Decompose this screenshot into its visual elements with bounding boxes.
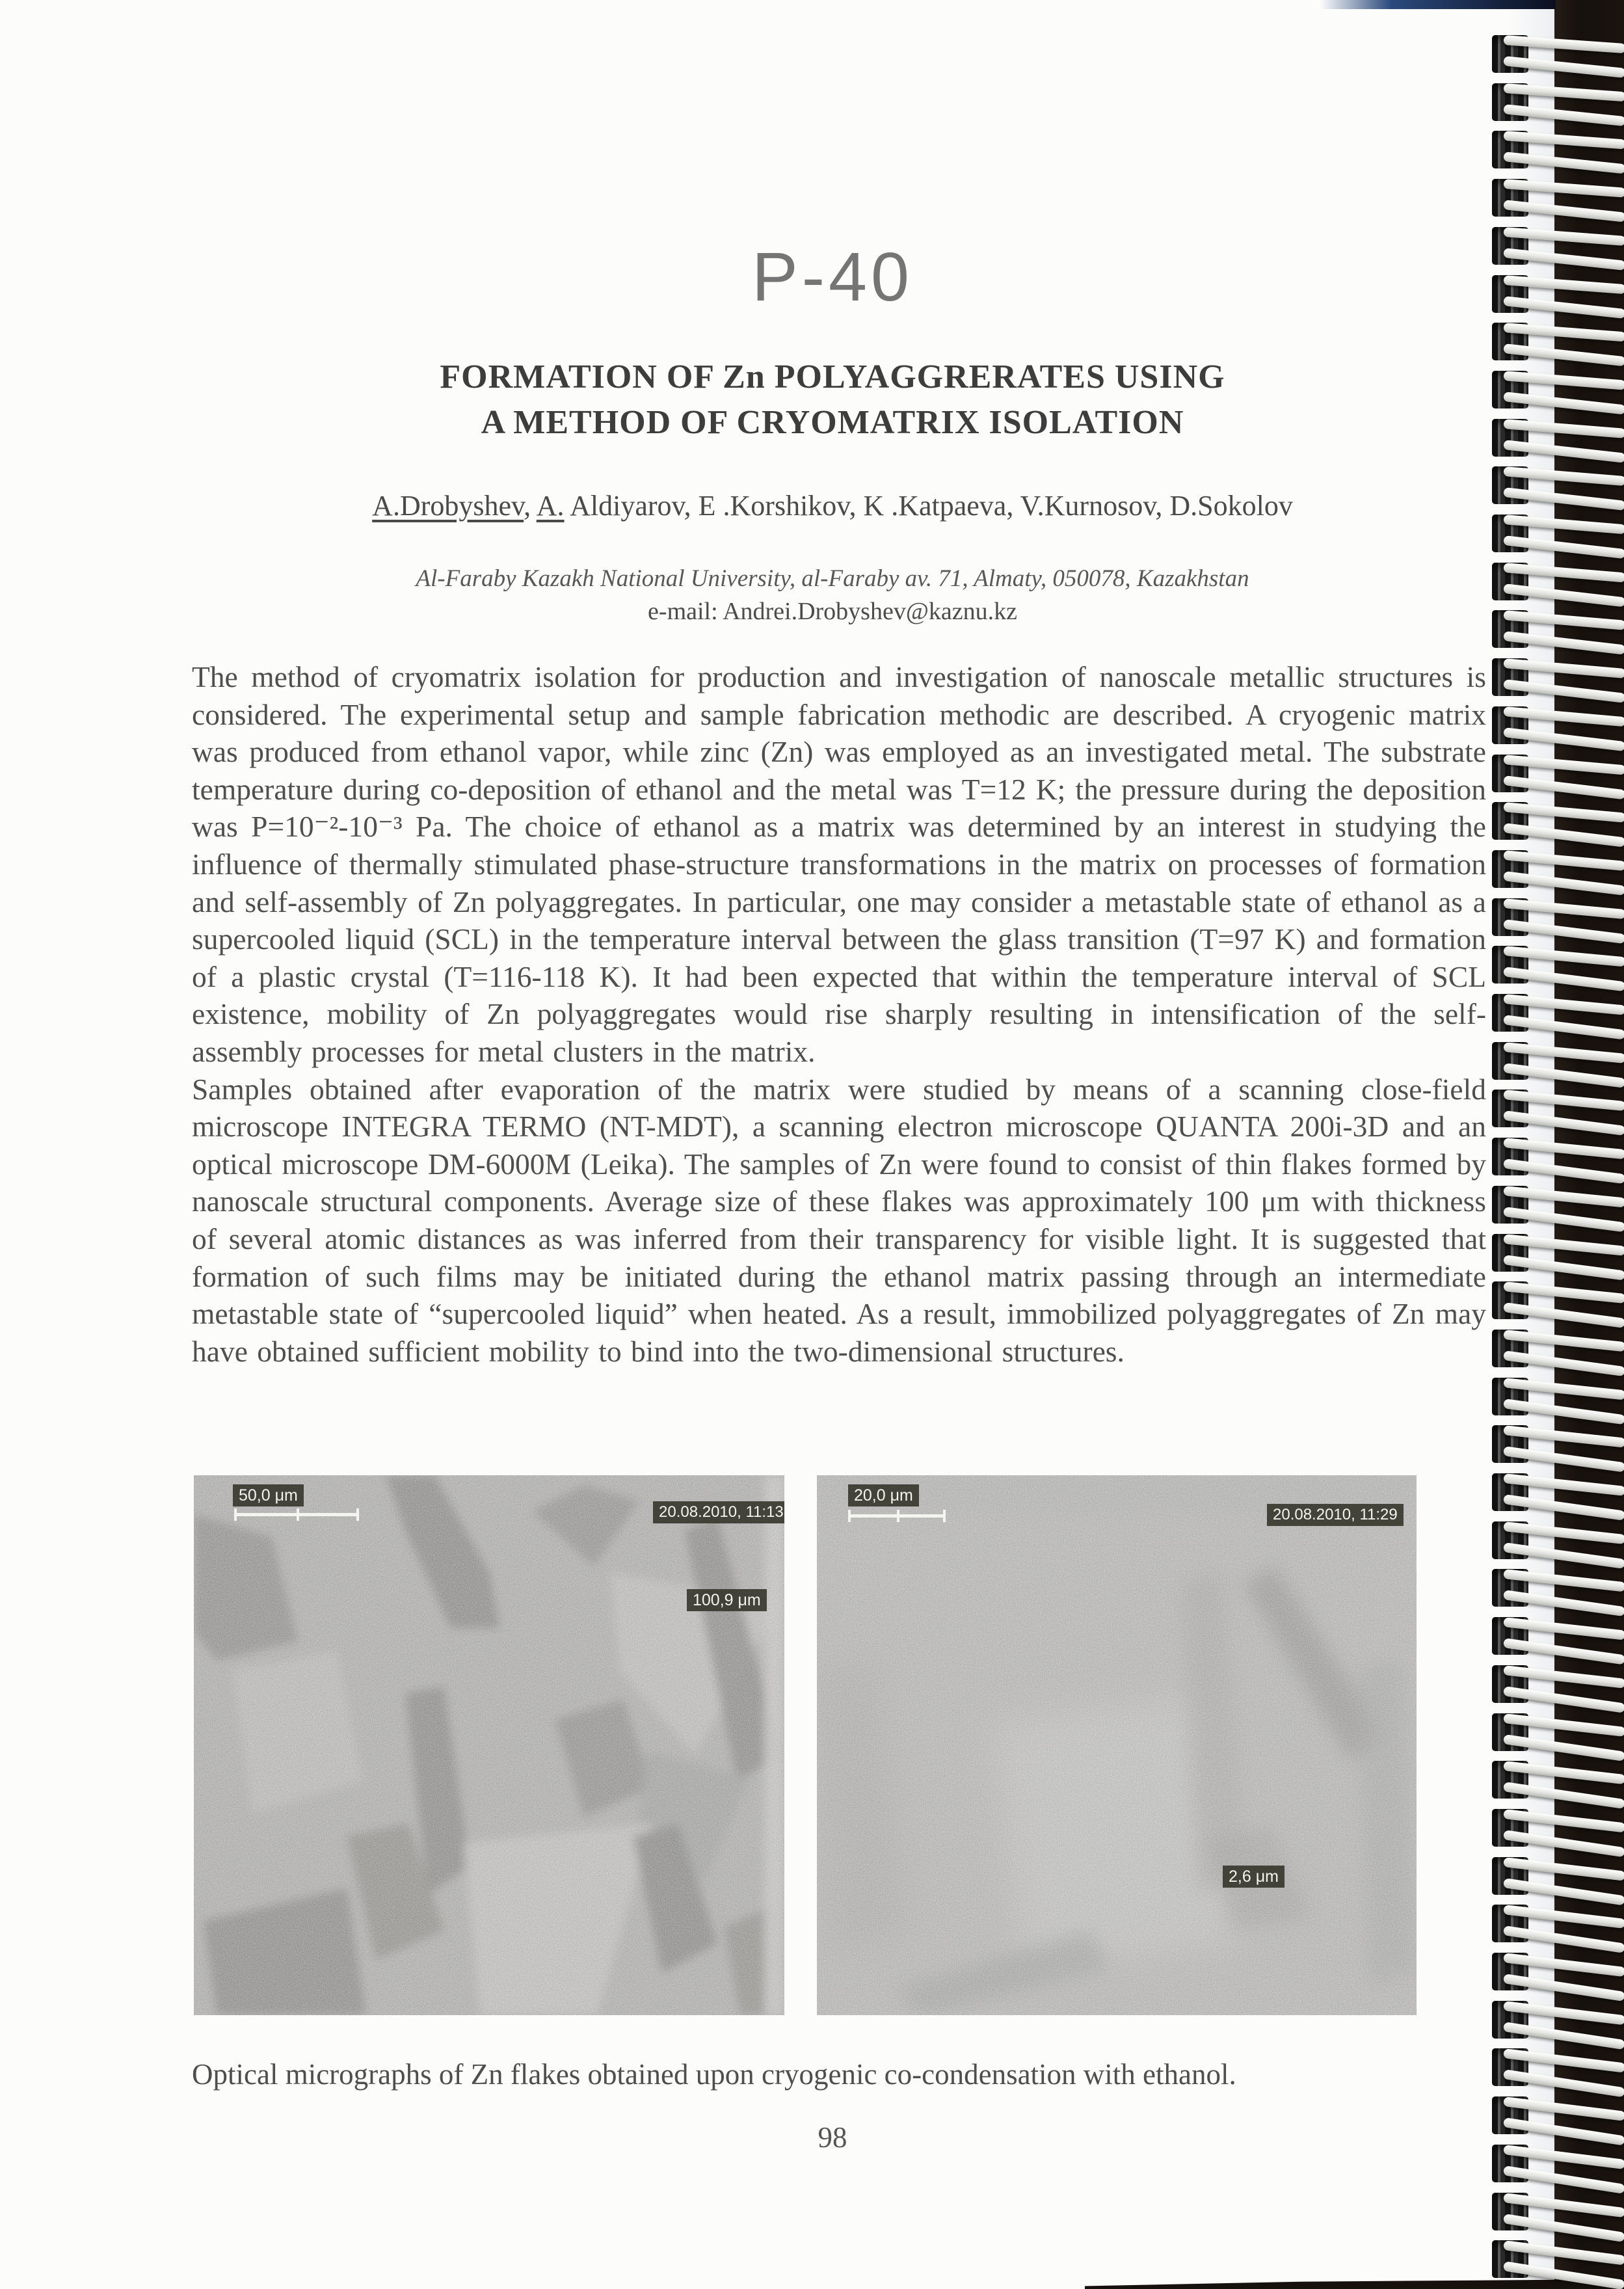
binding-wire-loop bbox=[1488, 1135, 1624, 1181]
binding-hole bbox=[1492, 1953, 1528, 1990]
paper-title bbox=[182, 355, 1483, 446]
measure-label-left: 100,9 μm bbox=[687, 1589, 767, 1611]
binding-wire bbox=[1503, 2117, 1624, 2146]
binding-hole bbox=[1492, 1186, 1528, 1224]
binding-wire bbox=[1503, 1473, 1624, 1496]
binding-hole bbox=[1492, 946, 1528, 984]
binding-hole bbox=[1492, 755, 1528, 792]
binding-wire-loop bbox=[1488, 1471, 1624, 1516]
binding-wire bbox=[1503, 871, 1624, 896]
author-separator: , bbox=[524, 490, 537, 522]
binding-hole bbox=[1492, 419, 1528, 457]
binding-wire bbox=[1503, 1042, 1624, 1064]
binding-wire bbox=[1503, 1110, 1624, 1136]
binding-wire bbox=[1503, 1925, 1624, 1953]
binding-hole bbox=[1492, 83, 1528, 121]
page-number: 98 bbox=[818, 2121, 847, 2154]
micrograph-right-texture bbox=[817, 1475, 1417, 2015]
binding-wire-loop bbox=[1488, 1519, 1624, 1564]
scale-bar-tick bbox=[297, 1508, 299, 1521]
binding-wire bbox=[1503, 1399, 1624, 1425]
binding-wire-loop bbox=[1488, 1183, 1624, 1229]
scale-bar-left bbox=[234, 1513, 359, 1516]
binding-hole bbox=[1492, 1617, 1528, 1655]
scale-label-right: 20,0 μm bbox=[848, 1484, 919, 1506]
binding-hole bbox=[1492, 179, 1528, 217]
binding-wire bbox=[1503, 227, 1624, 246]
binding-wire bbox=[1503, 2096, 1624, 2121]
binding-wire bbox=[1503, 419, 1624, 438]
binding-hole bbox=[1492, 802, 1528, 840]
binding-wire-loop bbox=[1488, 560, 1624, 606]
binding-wire-loop bbox=[1488, 1902, 1624, 1948]
binding-wire bbox=[1503, 1350, 1624, 1376]
binding-wire bbox=[1503, 967, 1624, 991]
binding-wire bbox=[1503, 152, 1624, 174]
binding-wire bbox=[1503, 515, 1624, 534]
binding-wire bbox=[1503, 1974, 1624, 2001]
binding-wire bbox=[1503, 1425, 1624, 1448]
binding-wire bbox=[1503, 823, 1624, 848]
binding-wire bbox=[1503, 1521, 1624, 1544]
binding-wire bbox=[1503, 755, 1624, 775]
micrograph-left-texture bbox=[194, 1475, 784, 2015]
binding-hole bbox=[1492, 1761, 1528, 1799]
binding-wire bbox=[1503, 658, 1624, 678]
binding-wire-loop bbox=[1488, 1663, 1624, 1708]
binding-wire bbox=[1503, 2048, 1624, 2073]
binding-wire-loop bbox=[1488, 1854, 1624, 1900]
timestamp-right: 20.08.2010, 11:29 bbox=[1267, 1504, 1404, 1526]
binding-wire bbox=[1503, 1015, 1624, 1039]
binding-wire bbox=[1503, 706, 1624, 727]
binding-hole bbox=[1492, 1425, 1528, 1463]
binding-wire-loop bbox=[1488, 848, 1624, 893]
binding-wire-loop bbox=[1488, 799, 1624, 845]
binding-wire-loop bbox=[1488, 991, 1624, 1037]
binding-wire-loop bbox=[1488, 1087, 1624, 1132]
binding-wire bbox=[1503, 1542, 1624, 1569]
binding-wire-loop bbox=[1488, 416, 1624, 462]
binding-hole bbox=[1492, 371, 1528, 408]
binding-wire bbox=[1503, 1330, 1624, 1352]
binding-wire-loop bbox=[1488, 656, 1624, 701]
binding-wire bbox=[1503, 371, 1624, 390]
binding-wire bbox=[1503, 727, 1624, 751]
binding-wire-loop bbox=[1488, 1711, 1624, 1756]
binding-wire bbox=[1503, 610, 1624, 630]
paper-code: P-40 bbox=[752, 239, 913, 315]
binding-wire bbox=[1503, 2193, 1624, 2217]
binding-wire bbox=[1503, 179, 1624, 198]
binding-hole bbox=[1492, 1378, 1528, 1415]
binding-wire bbox=[1503, 1953, 1624, 1977]
binding-wire-loop bbox=[1488, 1279, 1624, 1324]
binding-wire bbox=[1503, 2145, 1624, 2169]
binding-wire bbox=[1503, 1234, 1624, 1256]
binding-wire bbox=[1503, 631, 1624, 655]
authors-line bbox=[182, 489, 1483, 522]
figure-caption: Optical micrographs of Zn flakes obtained upon cryogenic co-condensation with ethanol. bbox=[192, 2058, 1236, 2091]
abstract-paragraph-2: Samples obtained after evaporation of the matrix were studied by means of a scanning close-field microscope INTEGRA TERMO (NT-MDT), a scanning electron microscope QUANTA 200i-3D and an optical microscope DM-6000M (Leika). The samples of Zn were found to consist of thin flakes formed by nanoscale structural components. Average size of these flakes was approximately 100 μm with thickness of several atomic distances as was inferred from their transparency for visible light. It is suggested that formation of such films may be initiated during the ethanol matrix passing through an intermediate metastable state of “supercooled liquid” when heated. As a result, immobilized polyaggregates of Zn may have obtained sufficient mobility to bind into the two-dimensional structures. bbox=[192, 1072, 1486, 1368]
binding-wire-loop bbox=[1488, 1327, 1624, 1372]
binding-wire bbox=[1503, 343, 1624, 366]
binding-wire bbox=[1503, 898, 1624, 919]
binding-hole bbox=[1492, 850, 1528, 888]
binding-wire bbox=[1503, 1090, 1624, 1111]
binding-wire bbox=[1503, 56, 1624, 78]
binding-hole bbox=[1492, 2240, 1528, 2278]
binding-wire-loop bbox=[1488, 752, 1624, 797]
binding-wire bbox=[1503, 1782, 1624, 1809]
binding-wire bbox=[1503, 1281, 1624, 1304]
binding-wire bbox=[1503, 679, 1624, 703]
binding-hole bbox=[1492, 275, 1528, 313]
binding-hole bbox=[1492, 658, 1528, 696]
affiliation-line: Al-Faraby Kazakh National University, al-Faraby av. 71, Almaty, 050078, Kazakhstan bbox=[416, 565, 1249, 592]
binding-hole bbox=[1492, 466, 1528, 504]
micrograph-right bbox=[817, 1475, 1417, 2015]
binding-wire bbox=[1503, 2240, 1624, 2266]
email-line: e-mail: Andrei.Drobyshev@kaznu.kz bbox=[648, 598, 1017, 625]
binding-hole bbox=[1492, 1521, 1528, 1559]
binding-wire bbox=[1503, 563, 1624, 583]
binding-wire bbox=[1503, 35, 1624, 53]
binding-wire-loop bbox=[1488, 1039, 1624, 1085]
scale-label-left: 50,0 μm bbox=[233, 1484, 304, 1506]
author-second-initial: A. bbox=[536, 490, 565, 522]
binding-wire bbox=[1503, 1158, 1624, 1184]
binding-wire bbox=[1503, 2022, 1624, 2050]
binding-hole bbox=[1492, 563, 1528, 600]
binding-wire bbox=[1503, 275, 1624, 294]
binding-wire-loop bbox=[1488, 320, 1624, 366]
measure-label-right: 2,6 μm bbox=[1223, 1866, 1285, 1888]
scale-bar-tick bbox=[897, 1510, 899, 1522]
binding-wire bbox=[1503, 583, 1624, 607]
binding-wire bbox=[1503, 1063, 1624, 1088]
binding-hole bbox=[1492, 2193, 1528, 2230]
binding-wire-loop bbox=[1488, 1998, 1624, 2044]
binding-hole bbox=[1492, 898, 1528, 936]
binding-wire-loop bbox=[1488, 943, 1624, 989]
binding-hole bbox=[1492, 1281, 1528, 1319]
binding-hole bbox=[1492, 1473, 1528, 1511]
binding-wire-loop bbox=[1488, 896, 1624, 941]
binding-wire bbox=[1503, 919, 1624, 944]
authors-rest: Aldiyarov, E .Korshikov, K .Katpaeva, V.Kurnosov, D.Sokolov bbox=[564, 490, 1293, 522]
binding-wire bbox=[1503, 802, 1624, 823]
binding-wire bbox=[1503, 1378, 1624, 1400]
binding-wire-loop bbox=[1488, 2238, 1624, 2283]
binding-wire bbox=[1503, 1665, 1624, 1689]
binding-wire bbox=[1503, 1905, 1624, 1929]
binding-wire bbox=[1503, 850, 1624, 871]
binding-wire-loop bbox=[1488, 1614, 1624, 1660]
binding-wire-loop bbox=[1488, 1231, 1624, 1277]
binding-hole bbox=[1492, 1665, 1528, 1703]
binding-wire-loop bbox=[1488, 33, 1624, 78]
binding-wire bbox=[1503, 946, 1624, 967]
binding-wire bbox=[1503, 131, 1624, 150]
binding-hole bbox=[1492, 1138, 1528, 1175]
binding-wire bbox=[1503, 1686, 1624, 1713]
scale-bar-tick bbox=[356, 1508, 359, 1521]
binding-wire bbox=[1503, 1569, 1624, 1592]
binding-wire bbox=[1503, 1830, 1624, 1857]
binding-hole bbox=[1492, 515, 1528, 552]
binding-wire bbox=[1503, 1809, 1624, 1832]
scale-bar-right bbox=[848, 1514, 946, 1518]
binding-wire-loop bbox=[1488, 81, 1624, 126]
scale-bar-tick bbox=[943, 1510, 946, 1522]
binding-wire-loop bbox=[1488, 1566, 1624, 1612]
scan-bottom-edge bbox=[1085, 2279, 1624, 2289]
abstract-paragraph-1: The method of cryomatrix isolation for production and investigation of nanoscale metallic structures is considered. The experimental setup and sample fabrication methodic are described. A cryogenic matrix was produced from ethanol vapor, while zinc (Zn) was employed as an investigated metal. The substrate temperature during co-deposition of ethanol and the metal was T=12 K; the pressure during the deposition was P=10⁻²-10⁻³ Pa. The choice of ethanol as a matrix was determined by an interest in studying the influence of thermally stimulated phase-structure transformations in the matrix on processes of formation and self-assembly of Zn polyaggregates. In particular, one may consider a metastable state of ethanol as a supercooled liquid (SCL) in the temperature interval between the glass transition (T=97 K) and formation of a plastic crystal (T=116-118 K). It had been expected that within the temperature interval of SCL existence, mobility of Zn polyaggregates would rise sharply resulting in intensification of the self-assembly processes for metal clusters in the matrix. bbox=[192, 660, 1486, 1068]
binding-wire-loop bbox=[1488, 273, 1624, 318]
binding-wire-loop bbox=[1488, 1806, 1624, 1852]
author-lead: A.Drobyshev bbox=[372, 490, 524, 522]
binding-wire bbox=[1503, 1302, 1624, 1328]
scan-background-strip bbox=[1554, 0, 1624, 2289]
binding-wire-loop bbox=[1488, 1758, 1624, 1804]
timestamp-left: 20.08.2010, 11:13 bbox=[653, 1501, 784, 1523]
binding-wire bbox=[1503, 1878, 1624, 1905]
binding-wire bbox=[1503, 1761, 1624, 1784]
binding-hole bbox=[1492, 1234, 1528, 1272]
binding-wire-loop bbox=[1488, 224, 1624, 270]
binding-hole bbox=[1492, 706, 1528, 744]
binding-hole bbox=[1492, 610, 1528, 648]
binding-wire bbox=[1503, 1638, 1624, 1665]
binding-wire bbox=[1503, 535, 1624, 559]
binding-hole bbox=[1492, 1090, 1528, 1127]
binding-wire bbox=[1503, 1255, 1624, 1281]
binding-hole bbox=[1492, 227, 1528, 265]
binding-wire-loop bbox=[1488, 608, 1624, 653]
binding-wire bbox=[1503, 200, 1624, 222]
binding-wire bbox=[1503, 1617, 1624, 1640]
binding-hole bbox=[1492, 323, 1528, 360]
binding-wire bbox=[1503, 104, 1624, 126]
binding-wire-loop bbox=[1488, 2094, 1624, 2139]
binding-wire bbox=[1503, 296, 1624, 319]
binding-wire-loop bbox=[1488, 2142, 1624, 2188]
binding-hole bbox=[1492, 1042, 1528, 1080]
binding-wire-loop bbox=[1488, 464, 1624, 509]
binding-wire-loop bbox=[1488, 368, 1624, 414]
paper-title-line1: FORMATION OF Zn POLYAGGRERATES USING bbox=[440, 358, 1225, 395]
binding-wire bbox=[1503, 775, 1624, 799]
page-edge-shadow bbox=[1509, 0, 1554, 2289]
binding-hole bbox=[1492, 2145, 1528, 2182]
binding-wire-loop bbox=[1488, 512, 1624, 557]
binding-wire bbox=[1503, 1494, 1624, 1521]
scale-bar-tick bbox=[848, 1510, 851, 1522]
binding-wire bbox=[1503, 1446, 1624, 1472]
binding-wire bbox=[1503, 1713, 1624, 1737]
binding-wire bbox=[1503, 1857, 1624, 1881]
binding-wire bbox=[1503, 1590, 1624, 1616]
binding-wire-loop bbox=[1488, 2190, 1624, 2236]
binding-wire bbox=[1503, 466, 1624, 486]
binding-wire bbox=[1503, 2001, 1624, 2025]
binding-hole bbox=[1492, 2048, 1528, 2086]
abstract-body bbox=[192, 658, 1486, 1370]
binding-wire bbox=[1503, 2165, 1624, 2194]
binding-wire-loop bbox=[1488, 1423, 1624, 1468]
binding-wire bbox=[1503, 1138, 1624, 1159]
binding-hole bbox=[1492, 2001, 1528, 2039]
binding-wire bbox=[1503, 1734, 1624, 1761]
binding-wire bbox=[1503, 248, 1624, 271]
binding-wire-loop bbox=[1488, 176, 1624, 222]
binding-wire bbox=[1503, 392, 1624, 415]
binding-wire-loop bbox=[1488, 2046, 1624, 2091]
binding-hole bbox=[1492, 1713, 1528, 1751]
binding-hole bbox=[1492, 1905, 1528, 1942]
binding-hole bbox=[1492, 35, 1528, 73]
binding-hole bbox=[1492, 1857, 1528, 1895]
binding-wire-loop bbox=[1488, 1950, 1624, 1996]
binding-hole bbox=[1492, 131, 1528, 168]
micrograph-left bbox=[194, 1475, 784, 2015]
binding-hole bbox=[1492, 1569, 1528, 1607]
binding-wire bbox=[1503, 487, 1624, 511]
binding-wire bbox=[1503, 1207, 1624, 1232]
binding-wire bbox=[1503, 2069, 1624, 2097]
binding-wire bbox=[1503, 1186, 1624, 1208]
binding-wire-loop bbox=[1488, 1375, 1624, 1421]
binding-wire bbox=[1503, 323, 1624, 341]
binding-hole bbox=[1492, 1330, 1528, 1367]
book-cover-edge bbox=[1320, 0, 1556, 9]
binding-hole bbox=[1492, 1809, 1528, 1847]
binding-wire bbox=[1503, 83, 1624, 101]
binding-wire bbox=[1503, 2214, 1624, 2242]
binding-wire-loop bbox=[1488, 128, 1624, 174]
binding-wire bbox=[1503, 440, 1624, 463]
binding-hole bbox=[1492, 994, 1528, 1032]
binding-hole bbox=[1492, 2096, 1528, 2134]
scale-bar-tick bbox=[234, 1508, 237, 1521]
binding-wire-loop bbox=[1488, 704, 1624, 749]
paper-title-line2: A METHOD OF CRYOMATRIX ISOLATION bbox=[481, 404, 1184, 441]
binding-wire bbox=[1503, 2261, 1624, 2289]
binding-wire bbox=[1503, 994, 1624, 1015]
